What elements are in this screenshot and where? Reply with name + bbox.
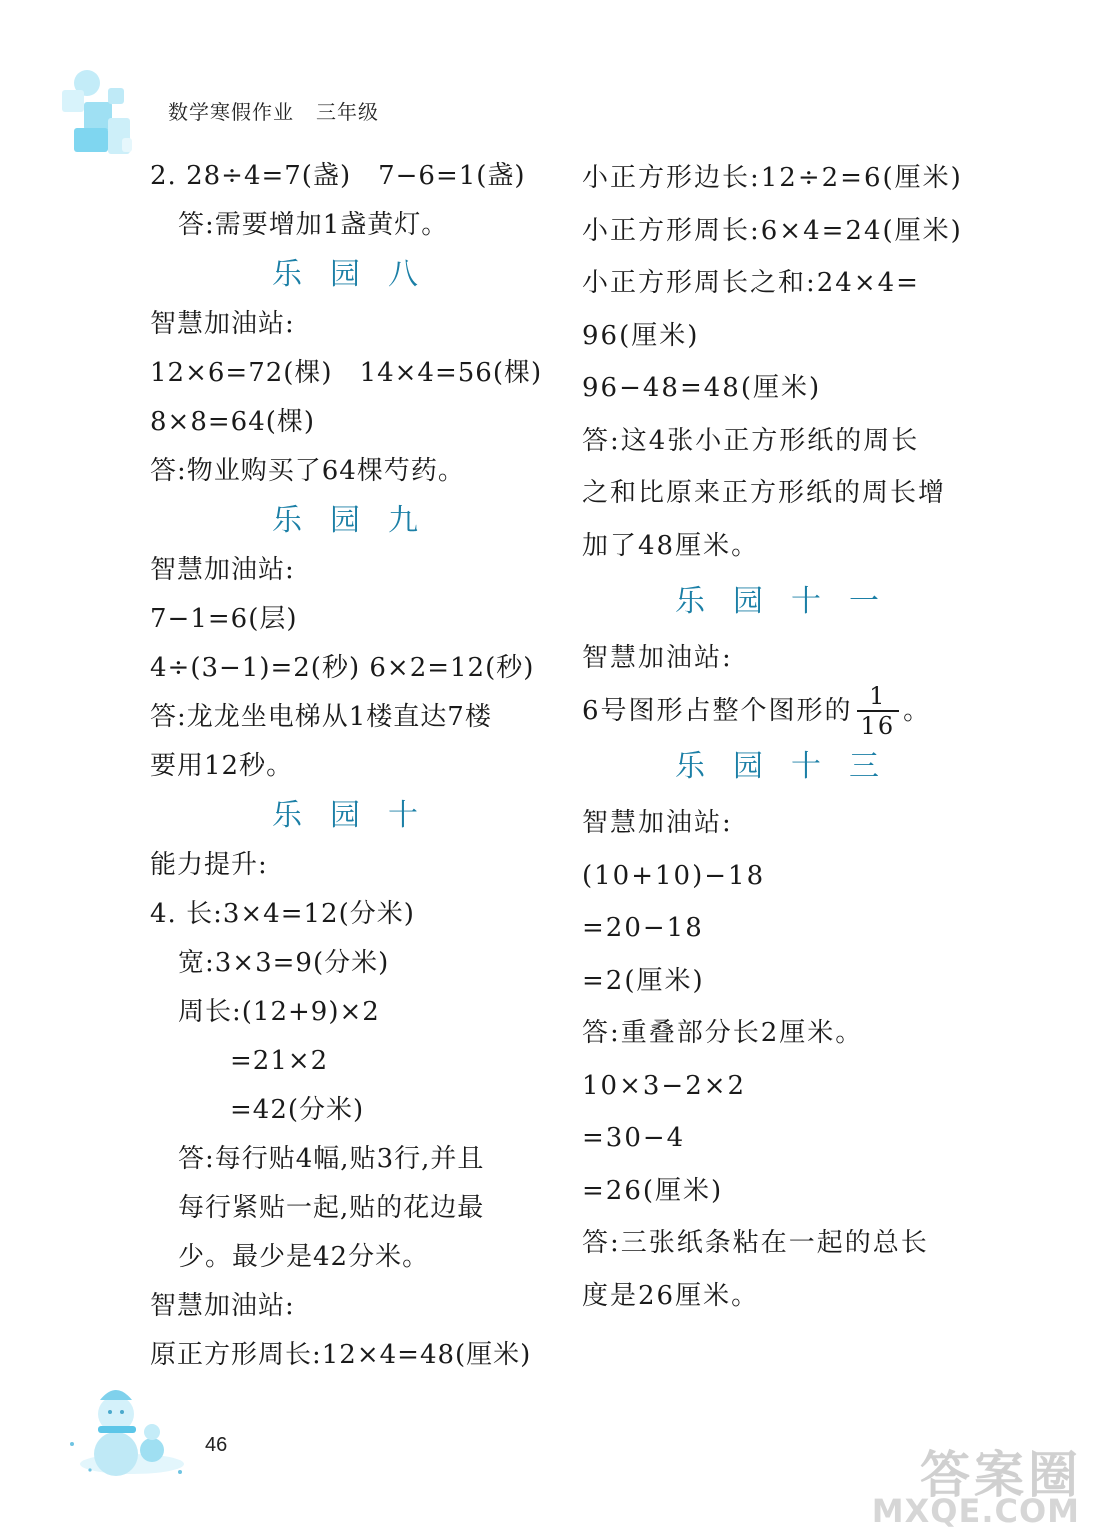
header-decoration xyxy=(62,62,142,162)
answer-line: 8×8=64(棵) xyxy=(150,407,316,437)
answer-line: 7−1=6(层) xyxy=(150,604,298,634)
answer-line: 答:龙龙坐电梯从1楼直达7楼 xyxy=(150,702,492,732)
answer-line: 智慧加油站: xyxy=(582,808,733,838)
answer-line: 周长:(12+9)×2 xyxy=(178,997,380,1027)
page-number: 46 xyxy=(205,1434,228,1456)
answer-line: 4. 长:3×4=12(分米) xyxy=(150,899,415,929)
fraction-denominator: 16 xyxy=(857,710,900,740)
answer-line: 小正方形周长:6×4=24(厘米) xyxy=(582,215,963,246)
answer-line: 之和比原来正方形纸的周长增 xyxy=(582,478,947,508)
fraction-suffix-text: 。 xyxy=(903,695,932,726)
answer-line-fraction xyxy=(582,681,972,740)
watermark-url: MXQE.COM xyxy=(871,1492,1080,1530)
answer-line: 答:物业购买了64棵芍药。 xyxy=(150,456,465,486)
answer-line: 12×6=72(棵) 14×4=56(棵) xyxy=(150,358,543,388)
section-title: 乐园十一 xyxy=(675,584,907,619)
answer-line: 宽:3×3=9(分米) xyxy=(178,948,390,978)
answer-line: 原正方形周长:12×4=48(厘米) xyxy=(150,1340,532,1370)
left-column xyxy=(150,152,543,1380)
answer-line: 智慧加油站: xyxy=(150,555,295,585)
answer-line: 少。最少是42分米。 xyxy=(178,1242,430,1272)
section-title: 乐园十三 xyxy=(675,749,907,784)
page-header xyxy=(168,96,379,125)
answer-line: (10+10)−18 xyxy=(582,860,766,891)
answer-line: 答:需要增加1盏黄灯。 xyxy=(178,210,449,240)
watermark xyxy=(830,1395,1090,1530)
answer-line: =20−18 xyxy=(582,913,704,943)
watermark-text: 答案圈 xyxy=(920,1446,1082,1504)
answer-line: =21×2 xyxy=(230,1046,329,1076)
answer-line: 10×3−2×2 xyxy=(582,1070,747,1101)
answer-line: 答:重叠部分长2厘米。 xyxy=(582,1018,864,1048)
fraction-prefix-text: 6号图形占整个图形的 xyxy=(582,695,853,726)
section-title: 乐园十 xyxy=(272,798,446,833)
answer-line: 智慧加油站: xyxy=(150,1291,295,1321)
answer-line: 小正方形周长之和:24×4= xyxy=(582,268,920,298)
right-column xyxy=(582,152,972,1322)
snowman-icon xyxy=(62,1372,202,1482)
answer-line: =30−4 xyxy=(582,1123,686,1153)
answer-line: 2. 28÷4=7(盏) 7−6=1(盏) xyxy=(150,161,526,191)
answer-line: 96−48=48(厘米) xyxy=(582,373,822,403)
answer-line: 4÷(3−1)=2(秒) 6×2=12(秒) xyxy=(150,653,535,683)
answer-line: 能力提升: xyxy=(150,850,268,880)
grade-label: 三年级 xyxy=(316,100,379,124)
section-title: 乐园九 xyxy=(272,503,446,538)
answer-line: 加了48厘米。 xyxy=(582,530,760,561)
answer-line: 智慧加油站: xyxy=(582,643,733,673)
answer-line: =42(分米) xyxy=(230,1095,365,1125)
answer-line: =2(厘米) xyxy=(582,965,705,996)
answer-line: 答:三张纸条粘在一起的总长 xyxy=(582,1228,929,1258)
section-title: 乐园八 xyxy=(272,257,446,292)
fraction-numerator: 1 xyxy=(869,681,887,710)
answer-line: 度是26厘米。 xyxy=(582,1280,760,1311)
answer-line: 小正方形边长:12÷2=6(厘米) xyxy=(582,163,963,193)
answer-line: 96(厘米) xyxy=(582,320,700,351)
answer-line: 智慧加油站: xyxy=(150,309,295,339)
answer-line: =26(厘米) xyxy=(582,1175,724,1206)
answer-line: 答:每行贴4幅,贴3行,并且 xyxy=(178,1144,485,1174)
fraction xyxy=(857,682,900,740)
answer-line: 答:这4张小正方形纸的周长 xyxy=(582,425,920,456)
book-title: 数学寒假作业 xyxy=(168,100,294,124)
answer-line: 要用12秒。 xyxy=(150,751,294,781)
answer-line: 每行紧贴一起,贴的花边最 xyxy=(178,1193,485,1223)
